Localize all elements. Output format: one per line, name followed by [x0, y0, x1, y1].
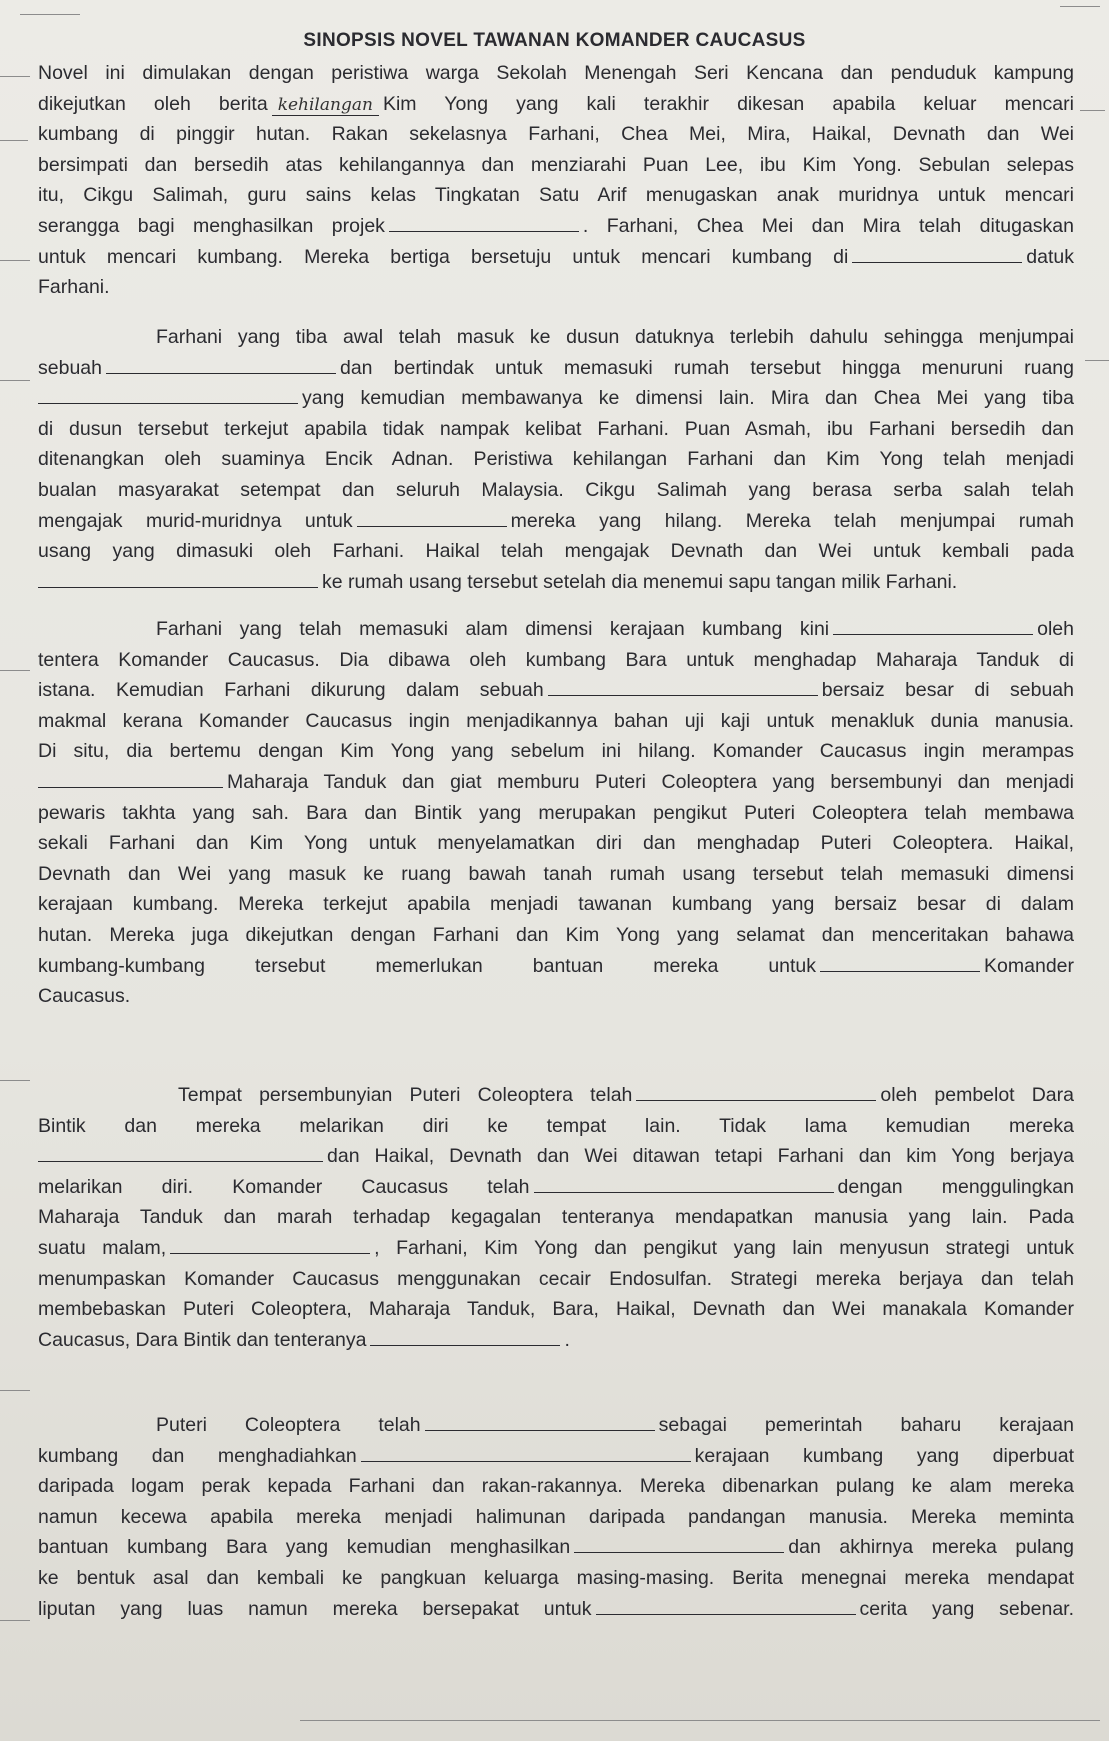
answer-blank[interactable] — [357, 508, 507, 527]
p2-line-1: Farhani yang tiba awal telah masuk ke dusun datuknya terlebih dahulu sehingga menjumpai — [156, 326, 1074, 348]
p1-line-8: Farhani. — [38, 276, 110, 299]
answer-blank[interactable] — [361, 1443, 691, 1462]
p5-line-6: ke bentuk asal dan kembali ke pangkuan keluarga masing-masing. Berita menegnai mereka mendapat — [38, 1566, 1074, 1589]
p5-line-5: bantuan kumbang Bara yang kemudian menghasilkan dan akhirnya mereka pulang — [38, 1536, 1074, 1559]
paragraph-3 — [38, 614, 1074, 1012]
p3-line-7: pewaris takhta yang sah. Bara dan Bintik yang merupakan pengikut Puteri Coleoptera telah membawa — [38, 801, 1074, 824]
p2-line-4: di dusun tersebut terkejut apabila tidak nampak kelibat Farhani. Puan Asmah, ibu Farhani bersedih dan — [38, 417, 1074, 440]
p1-line-4: bersimpati dan bersedih atas kehilangannya dan menziarahi Puan Lee, ibu Kim Yong. Sebulan selepas — [38, 153, 1074, 176]
page-title: SINOPSIS NOVEL TAWANAN KOMANDER CAUCASUS — [303, 30, 806, 51]
handwritten-answer[interactable]: kehilangan — [272, 95, 379, 116]
p1-line-6: serangga bagi menghasilkan projek . Farhani, Chea Mei dan Mira telah ditugaskan — [38, 214, 1074, 237]
p2-line-5: ditenangkan oleh suaminya Encik Adnan. Peristiwa kehilangan Farhani dan Kim Yong telah menjadi — [38, 448, 1074, 471]
p4-line-7: menumpaskan Komander Caucasus menggunakan cecair Endosulfan. Strategi mereka berjaya dan telah — [38, 1267, 1074, 1290]
paragraph-5 — [38, 1410, 1074, 1624]
p4-line-1: Tempat persembunyian Puteri Coleoptera telah oleh pembelot Dara — [178, 1084, 1074, 1106]
p1-line-2: dikejutkan oleh berita kehilangan Kim Yong yang kali terakhir dikesan apabila keluar mencari — [38, 92, 1074, 115]
p3-line-8: sekali Farhani dan Kim Yong untuk menyelamatkan diri dan menghadap Puteri Coleoptera. Haikal, — [38, 832, 1074, 855]
p1-line-1: Novel ini dimulakan dengan peristiwa warga Sekolah Menengah Seri Kencana dan penduduk kampung — [38, 62, 1074, 84]
p3-line-3: istana. Kemudian Farhani dikurung dalam sebuah bersaiz besar di sebuah — [38, 679, 1074, 702]
p4-line-3: dan Haikal, Devnath dan Wei ditawan tetapi Farhani dan kim Yong berjaya — [38, 1141, 1074, 1172]
p3-line-6: Maharaja Tanduk dan giat memburu Puteri Coleoptera yang bersembunyi dan menjadi — [38, 767, 1074, 798]
answer-blank[interactable] — [38, 769, 223, 788]
p4-line-5: Maharaja Tanduk dan marah terhadap kegagalan tenteranya mendapatkan manusia yang lain. Pada — [38, 1206, 1074, 1229]
answer-blank[interactable] — [425, 1412, 655, 1431]
p1-line-3: kumbang di pinggir hutan. Rakan sekelasnya Farhani, Chea Mei, Mira, Haikal, Devnath dan Wei — [38, 123, 1074, 146]
p1-line-7: untuk mencari kumbang. Mereka bertiga bersetuju untuk mencari kumbang di datuk — [38, 245, 1074, 268]
p2-line-8: usang yang dimasuki oleh Farhani. Haikal telah mengajak Devnath dan Wei untuk kembali pada — [38, 540, 1074, 563]
p5-line-2: kumbang dan menghadiahkan kerajaan kumbang yang diperbuat — [38, 1444, 1074, 1467]
answer-blank[interactable] — [170, 1235, 370, 1254]
p5-line-4: namun kecewa apabila mereka menjadi halimunan daripada pandangan manusia. Mereka meminta — [38, 1505, 1074, 1528]
p3-line-2: tentera Komander Caucasus. Dia dibawa oleh kumbang Bara untuk menghadap Maharaja Tanduk di — [38, 648, 1074, 671]
answer-blank[interactable] — [389, 213, 579, 232]
answer-blank[interactable] — [820, 953, 980, 972]
p3-line-10: kerajaan kumbang. Mereka terkejut apabila menjadi tawanan kumbang yang bersaiz besar di dalam — [38, 893, 1074, 916]
answer-blank[interactable] — [548, 677, 818, 696]
p4-line-2: Bintik dan mereka melarikan diri ke tempat lain. Tidak lama kemudian mereka — [38, 1114, 1074, 1137]
paragraph-4 — [38, 1080, 1074, 1355]
p4-line-9: Caucasus, Dara Bintik dan tenteranya . — [38, 1328, 570, 1351]
p2-line-7: mengajak murid-muridnya untuk mereka yang hilang. Mereka telah menjumpai rumah — [38, 509, 1074, 532]
p4-line-4: melarikan diri. Komander Caucasus telah dengan menggulingkan — [38, 1175, 1074, 1198]
p2-line-3: yang kemudian membawanya ke dimensi lain. Mira dan Chea Mei yang tiba — [38, 383, 1074, 414]
answer-blank[interactable] — [534, 1174, 834, 1193]
answer-blank[interactable] — [38, 1143, 323, 1162]
p3-line-4: makmal kerana Komander Caucasus ingin menjadikannya bahan uji kaji untuk menakluk dunia manusia. — [38, 709, 1074, 732]
p2-line-2: sebuah dan bertindak untuk memasuki rumah tersebut hingga menuruni ruang — [38, 356, 1074, 379]
p3-line-5: Di situ, dia bertemu dengan Kim Yong yang sebelum ini hilang. Komander Caucasus ingin merampas — [38, 740, 1074, 763]
answer-blank[interactable] — [38, 385, 298, 404]
answer-blank[interactable] — [106, 355, 336, 374]
p3-line-12: kumbang-kumbang tersebut memerlukan bantuan mereka untuk Komander — [38, 954, 1074, 977]
p3-line-1: Farhani yang telah memasuki alam dimensi kerajaan kumbang kini oleh — [156, 618, 1074, 640]
answer-blank[interactable] — [596, 1596, 856, 1615]
p5-line-1: Puteri Coleoptera telah sebagai pemerintah baharu kerajaan — [156, 1414, 1074, 1436]
p5-line-7: liputan yang luas namun mereka bersepakat untuk cerita yang sebenar. — [38, 1597, 1074, 1620]
p1-line-5: itu, Cikgu Salimah, guru sains kelas Tingkatan Satu Arif menugaskan anak muridnya untuk mencari — [38, 184, 1074, 207]
answer-blank[interactable] — [370, 1327, 560, 1346]
paragraph-2 — [38, 322, 1074, 597]
p4-line-8: membebaskan Puteri Coleoptera, Maharaja Tanduk, Bara, Haikal, Devnath dan Wei manakala Komander — [38, 1298, 1074, 1321]
p3-line-11: hutan. Mereka juga dikejutkan dengan Farhani dan Kim Yong yang selamat dan menceritakan bahawa — [38, 923, 1074, 946]
p2-line-6: bualan masyarakat setempat dan seluruh Malaysia. Cikgu Salimah yang berasa serba salah telah — [38, 478, 1074, 501]
answer-blank[interactable] — [852, 244, 1022, 263]
answer-blank[interactable] — [574, 1534, 784, 1553]
answer-blank[interactable] — [636, 1082, 876, 1101]
p5-line-3: daripada logam perak kepada Farhani dan rakan-rakannya. Mereka dibenarkan pulang ke alam mereka — [38, 1475, 1074, 1498]
p3-line-9: Devnath dan Wei yang masuk ke ruang bawah tanah rumah usang tersebut telah memasuki dimensi — [38, 862, 1074, 885]
answer-blank[interactable] — [38, 569, 318, 588]
paragraph-1 — [38, 58, 1074, 303]
answer-blank[interactable] — [833, 616, 1033, 635]
p3-line-13: Caucasus. — [38, 985, 131, 1008]
p4-line-6: suatu malam, , Farhani, Kim Yong dan pengikut yang lain menyusun strategi untuk — [38, 1236, 1074, 1259]
p2-line-9: ke rumah usang tersebut setelah dia menemui sapu tangan milik Farhani. — [38, 567, 1074, 598]
